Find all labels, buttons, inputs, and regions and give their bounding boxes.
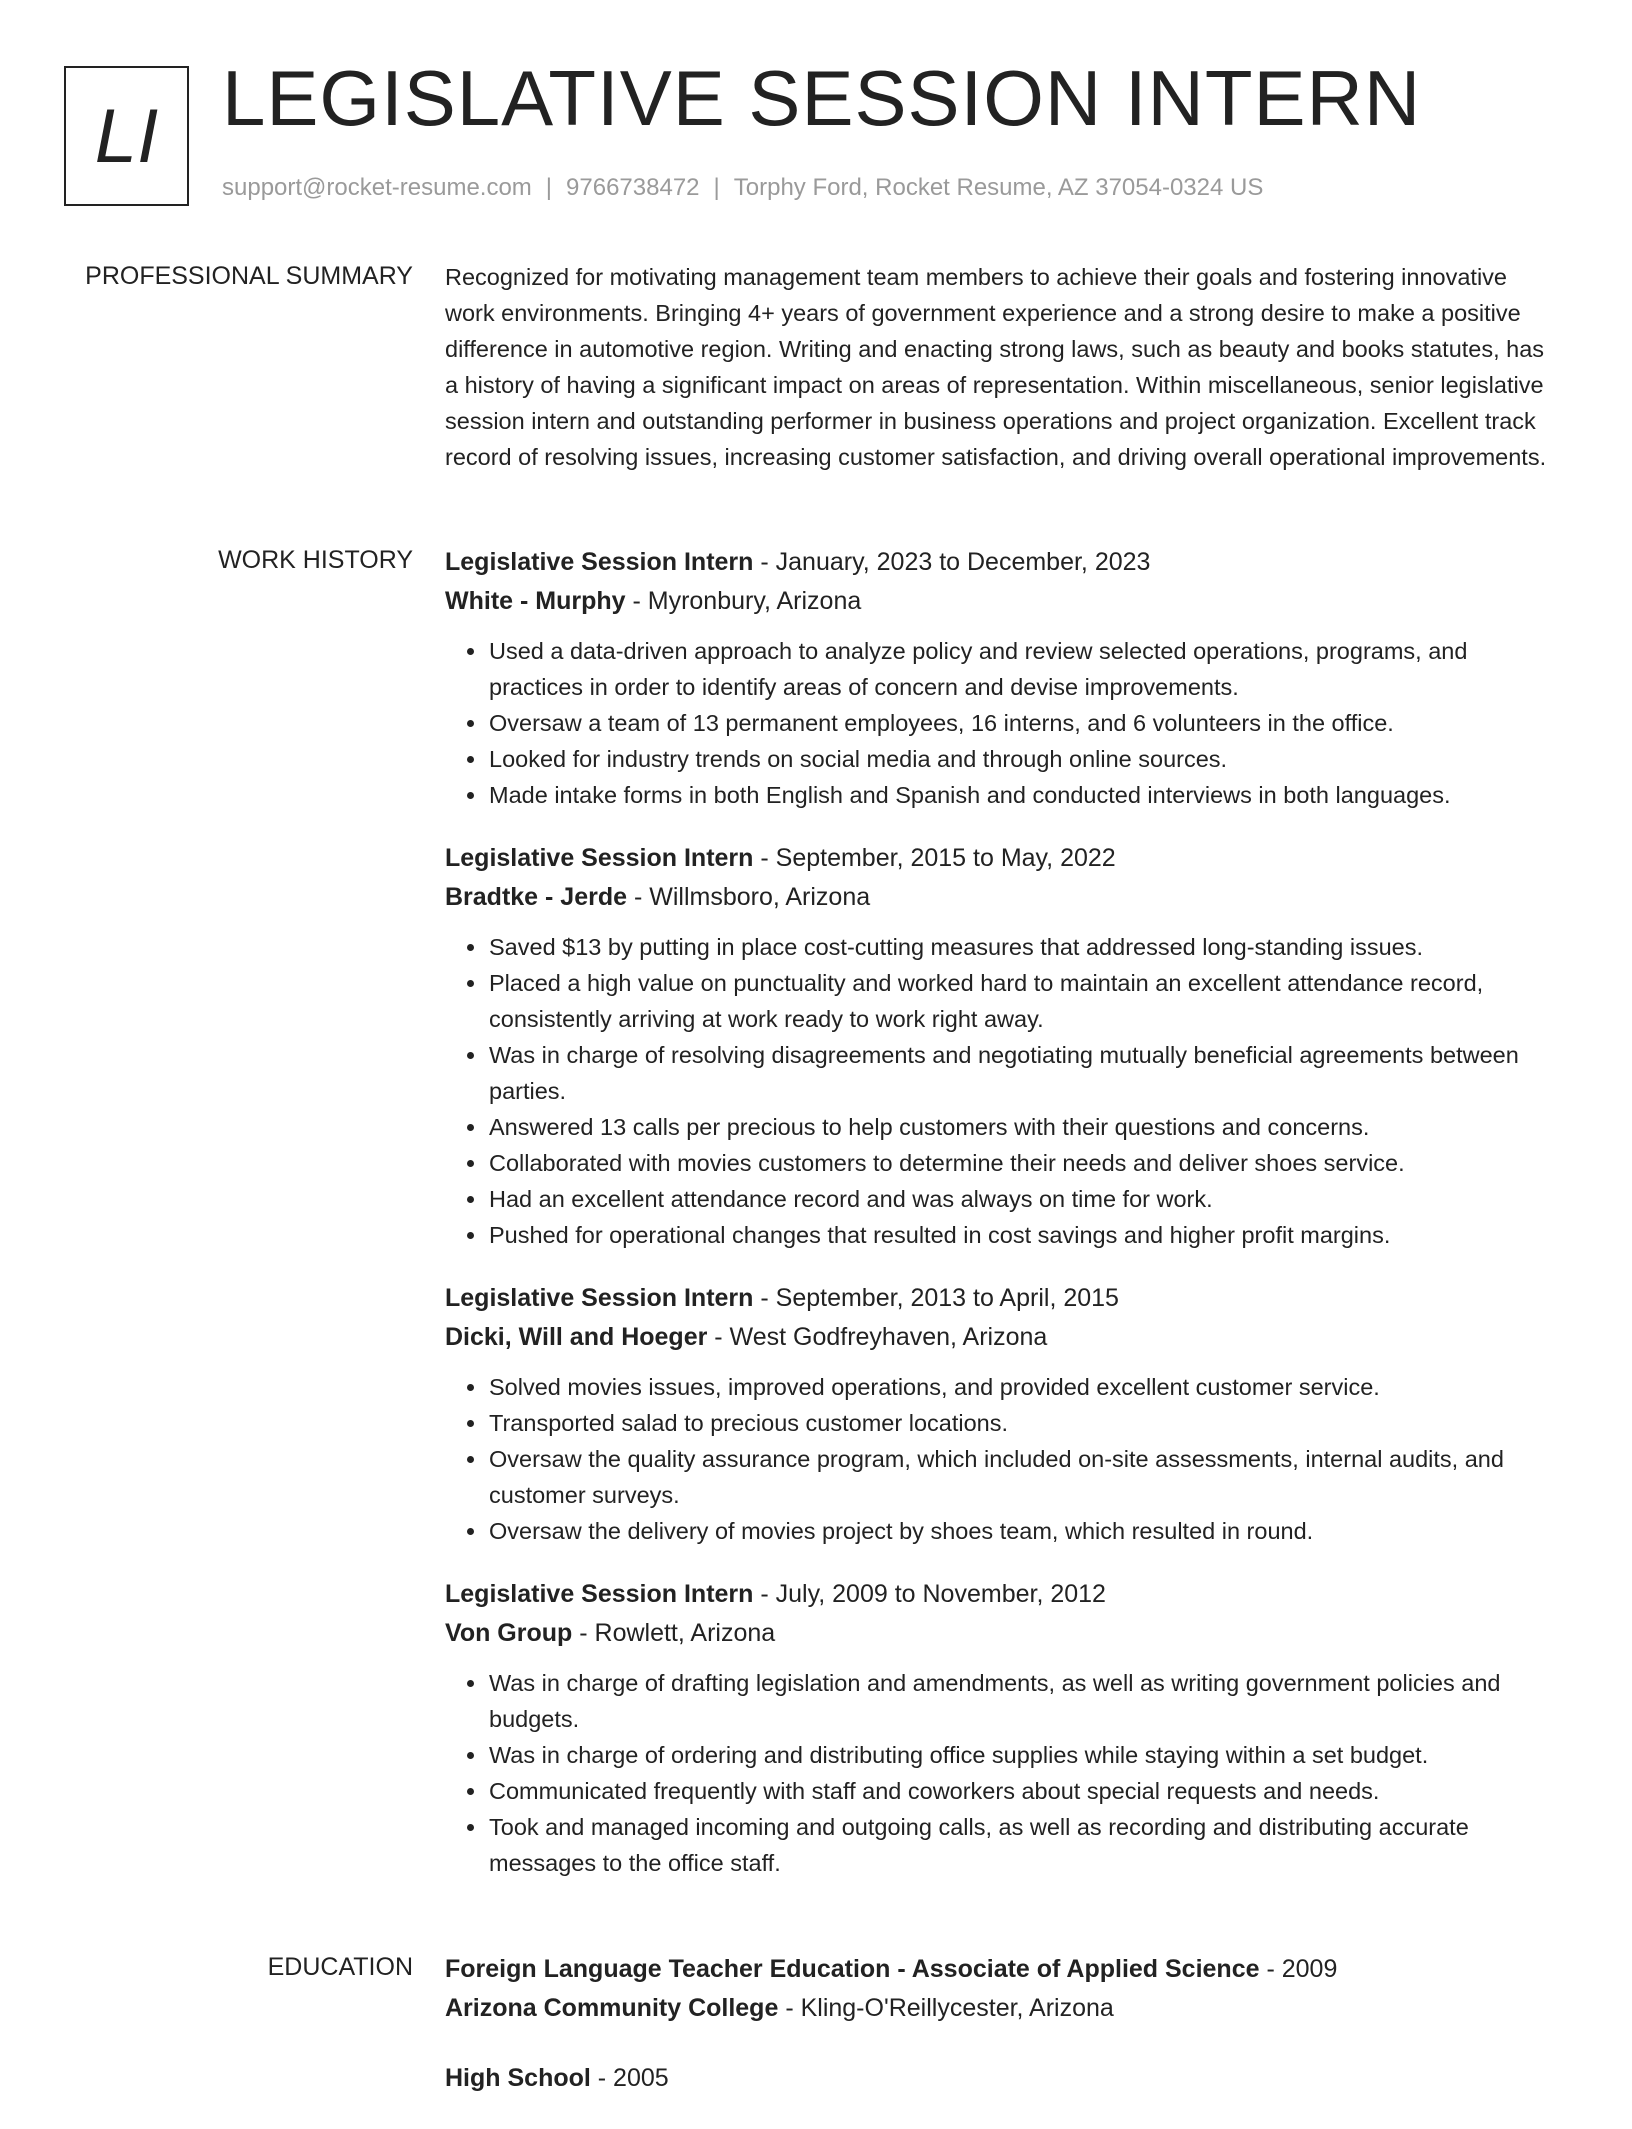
contact-line: [222, 174, 1263, 202]
job-bullets: [445, 929, 1563, 1253]
job-employer: [445, 1614, 1563, 1653]
job-bullet: • Saved $13 by putting in place cost-cutting measures that addressed long-standing issues.: [488, 929, 1563, 965]
education-heading: [445, 2059, 1563, 2098]
job-bullet: • Was in charge of drafting legislation and amendments, as well as writing government policies and budgets.: [488, 1665, 1563, 1737]
page-title: LEGISLATIVE SESSION INTERN: [222, 54, 1422, 142]
job-bullet: • Looked for industry trends on social media and through online sources.: [488, 741, 1563, 777]
job-title: Legislative Session Intern: [445, 548, 754, 576]
job-bullet: • Took and managed incoming and outgoing calls, as well as recording and distributing accurate messages to the office staff.: [488, 1809, 1563, 1881]
contact-address: Torphy Ford, Rocket Resume, AZ 37054-0324 US: [733, 174, 1264, 201]
job-bullet: • Made intake forms in both English and Spanish and conducted interviews in both languages.: [488, 777, 1563, 813]
job-dates: - September, 2015 to May, 2022: [753, 844, 1116, 872]
job-bullets: [445, 1665, 1563, 1881]
job-dates: - January, 2023 to December, 2023: [753, 548, 1151, 576]
contact-phone: 9766738472: [566, 174, 700, 201]
job-heading: [445, 1279, 1563, 1318]
job-bullets: [445, 1369, 1563, 1549]
job-company: Bradtke - Jerde: [445, 883, 628, 911]
education-list: [445, 1950, 1563, 2129]
contact-email: support@rocket-resume.com: [222, 174, 532, 201]
education-degree: High School: [445, 2064, 591, 2092]
section-label: WORK HISTORY: [218, 546, 413, 574]
job-dates: - September, 2013 to April, 2015: [753, 1284, 1119, 1312]
job-entry: [445, 1279, 1563, 1549]
education-entry: [445, 1950, 1563, 2028]
job-bullet: • Was in charge of resolving disagreements and negotiating mutually beneficial agreements between parties.: [488, 1037, 1563, 1109]
section-label: EDUCATION: [267, 1953, 413, 1981]
education-degree: Foreign Language Teacher Education - Associate of Applied Science: [445, 1955, 1260, 1983]
job-title: Legislative Session Intern: [445, 844, 754, 872]
job-bullet: • Communicated frequently with staff and coworkers about special requests and needs.: [488, 1773, 1563, 1809]
job-company: Dicki, Will and Hoeger: [445, 1323, 708, 1351]
job-bullets: [445, 633, 1563, 813]
job-bullet: • Solved movies issues, improved operations, and provided excellent customer service.: [488, 1369, 1563, 1405]
job-bullet: • Answered 13 calls per precious to help customers with their questions and concerns.: [488, 1109, 1563, 1145]
job-location: - Willmsboro, Arizona: [627, 883, 871, 911]
job-title: Legislative Session Intern: [445, 1284, 754, 1312]
job-heading: [445, 543, 1563, 582]
job-bullet: • Was in charge of ordering and distributing office supplies while staying within a set budget.: [488, 1737, 1563, 1773]
education-year: - 2009: [1259, 1955, 1338, 1983]
job-dates: - July, 2009 to November, 2012: [753, 1580, 1106, 1608]
job-bullet: • Placed a high value on punctuality and worked hard to maintain an excellent attendance record, consistently arriving at work ready to work right away.: [488, 965, 1563, 1037]
summary-text: Recognized for motivating management team members to achieve their goals and fostering innovative work environments. Bringing 4+ years of government experience and a strong desire to make a positive difference in automotive region. Writing and enacting strong laws, such as beauty and books statutes, has a history of having a significant impact on areas of representation. Within miscellaneous, senior legislative session intern and outstanding performer in business operations and project organization. Excellent track record of resolving issues, increasing customer satisfaction, and driving overall operational improvements.: [445, 264, 1547, 470]
education-school-line: [445, 1989, 1563, 2028]
section-label: PROFESSIONAL SUMMARY: [85, 262, 413, 290]
work-history-list: [445, 543, 1563, 1907]
job-company: White - Murphy: [445, 587, 626, 615]
job-title: Legislative Session Intern: [445, 1580, 754, 1608]
job-location: - Myronbury, Arizona: [625, 587, 862, 615]
job-bullet: • Oversaw a team of 13 permanent employees, 16 interns, and 6 volunteers in the office.: [488, 705, 1563, 741]
contact-separator: |: [713, 174, 720, 201]
job-employer: [445, 582, 1563, 621]
job-entry: [445, 1575, 1563, 1881]
contact-separator: |: [545, 174, 553, 201]
job-employer: [445, 1318, 1563, 1357]
job-bullet: • Oversaw the delivery of movies project by shoes team, which resulted in round.: [488, 1513, 1563, 1549]
job-company: Von Group: [445, 1619, 573, 1647]
job-location: - West Godfreyhaven, Arizona: [707, 1323, 1048, 1351]
job-entry: [445, 543, 1563, 813]
education-location: - Kling-O'Reillycester, Arizona: [778, 1994, 1114, 2022]
job-bullet: • Had an excellent attendance record and was always on time for work.: [488, 1181, 1563, 1217]
job-bullet: • Pushed for operational changes that resulted in cost savings and higher profit margins.: [488, 1217, 1563, 1253]
job-employer: [445, 878, 1563, 917]
education-school: Arizona Community College: [445, 1994, 779, 2022]
job-heading: [445, 839, 1563, 878]
monogram-badge: LI: [64, 66, 189, 206]
job-bullet: • Oversaw the quality assurance program, which included on-site assessments, internal audits, and customer surveys.: [488, 1441, 1563, 1513]
education-year: - 2005: [590, 2064, 669, 2092]
job-bullet: • Transported salad to precious customer locations.: [488, 1405, 1563, 1441]
education-heading: [445, 1950, 1563, 1989]
job-entry: [445, 839, 1563, 1253]
job-location: - Rowlett, Arizona: [572, 1619, 776, 1647]
job-bullet: • Used a data-driven approach to analyze policy and review selected operations, programs, and practices in order to identify areas of concern and devise improvements.: [488, 633, 1563, 705]
education-entry: [445, 2059, 1563, 2098]
job-heading: [445, 1575, 1563, 1614]
job-bullet: • Collaborated with movies customers to determine their needs and deliver shoes service.: [488, 1145, 1563, 1181]
